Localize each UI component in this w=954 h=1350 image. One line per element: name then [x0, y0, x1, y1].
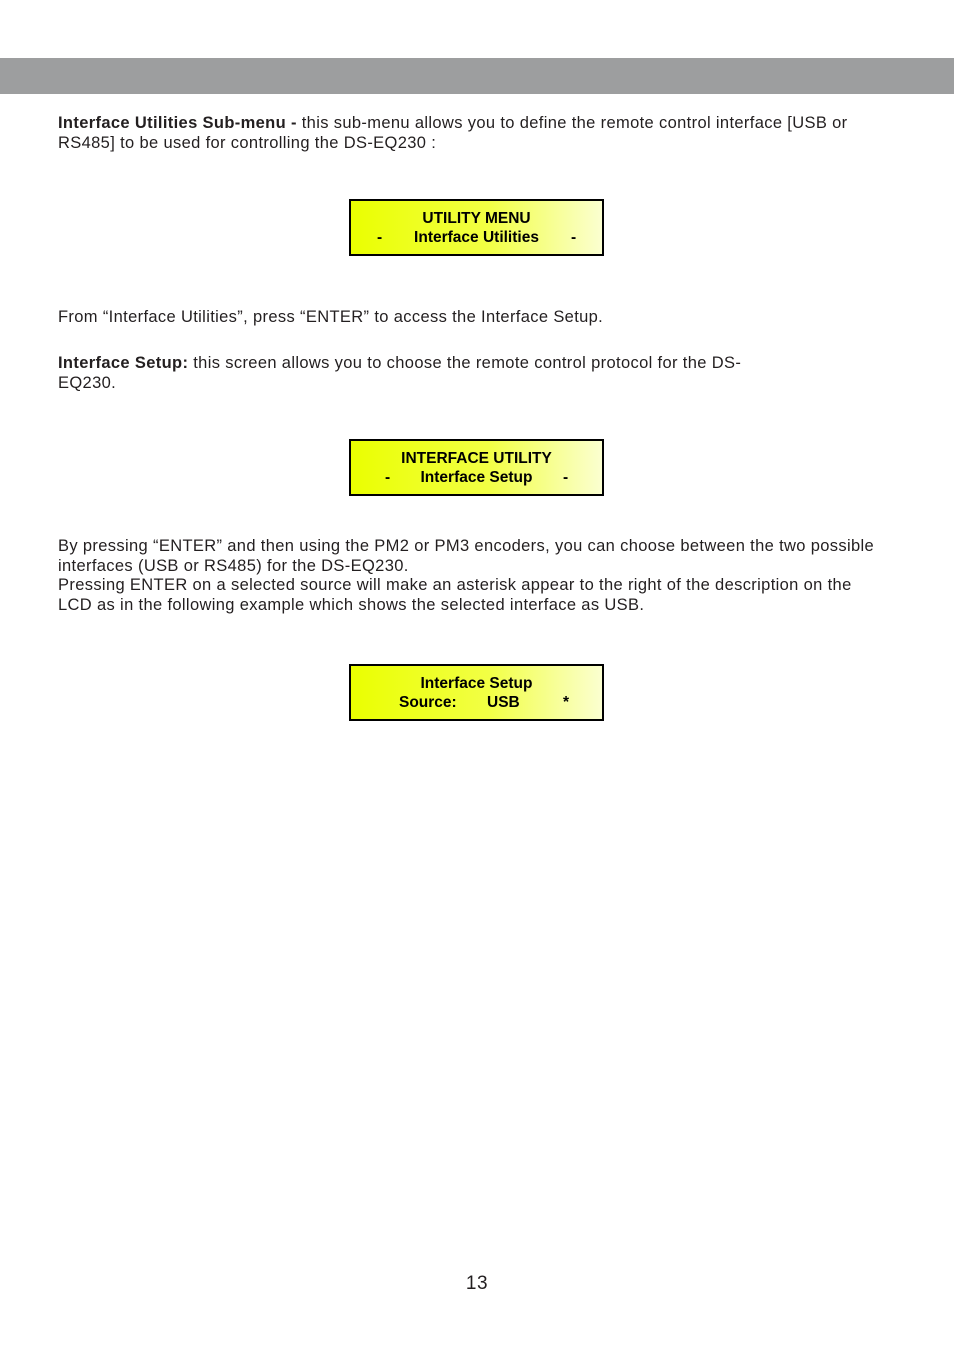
section-interface-utilities-intro — [58, 114, 898, 153]
lcd-dash-right: - — [571, 229, 577, 246]
lcd-interface-setup-line1: Interface Setup — [420, 675, 533, 692]
instruction-choose-interface — [58, 537, 888, 615]
instruction-asterisk-text: Pressing ENTER on a selected source will make an asterisk appear to the right of the description on the LCD as in the following example which shows the selected interface as USB. — [58, 576, 852, 614]
lcd-utility-menu-item: Interface Utilities — [414, 229, 539, 246]
lcd-utility-menu-line2 — [351, 228, 602, 247]
section-title-interface-utilities: Interface Utilities Sub-menu - — [58, 114, 297, 132]
lcd-interface-utility-item: Interface Setup — [420, 469, 533, 486]
section-text-interface-setup: this screen allows you to choose the remote control protocol for the DS-EQ230. — [58, 354, 742, 392]
lcd-interface-utility-line2 — [351, 468, 602, 487]
lcd-utility-menu — [349, 199, 604, 256]
lcd-source-value: USB — [487, 694, 520, 711]
lcd-dash-left: - — [385, 469, 391, 486]
lcd-interface-setup-line2 — [351, 693, 602, 712]
header-bar — [0, 58, 954, 94]
lcd-selected-asterisk: * — [563, 694, 570, 711]
lcd-source-label: Source: — [399, 694, 457, 711]
lcd-interface-utility — [349, 439, 604, 496]
lcd-interface-setup — [349, 664, 604, 721]
section-text-interface-utilities: this sub-menu allows you to define the remote control interface [USB or RS485] to be used for controlling the DS-EQ230 : — [58, 114, 848, 152]
page-number: 13 — [465, 1273, 489, 1294]
lcd-interface-utility-line1: INTERFACE UTILITY — [401, 450, 552, 467]
lcd-dash-left: - — [377, 229, 383, 246]
lcd-dash-right: - — [563, 469, 569, 486]
lcd-utility-menu-line1: UTILITY MENU — [422, 210, 531, 227]
section-interface-setup-intro — [58, 354, 798, 393]
section-title-interface-setup: Interface Setup: — [58, 354, 189, 372]
instruction-enter-interface-setup: From “Interface Utilities”, press “ENTER” to access the Interface Setup. — [58, 308, 604, 326]
instruction-choose-interface-text: By pressing “ENTER” and then using the PM2 or PM3 encoders, you can choose between the two possible interfaces (USB or RS485) for the DS-EQ230. — [58, 537, 875, 575]
